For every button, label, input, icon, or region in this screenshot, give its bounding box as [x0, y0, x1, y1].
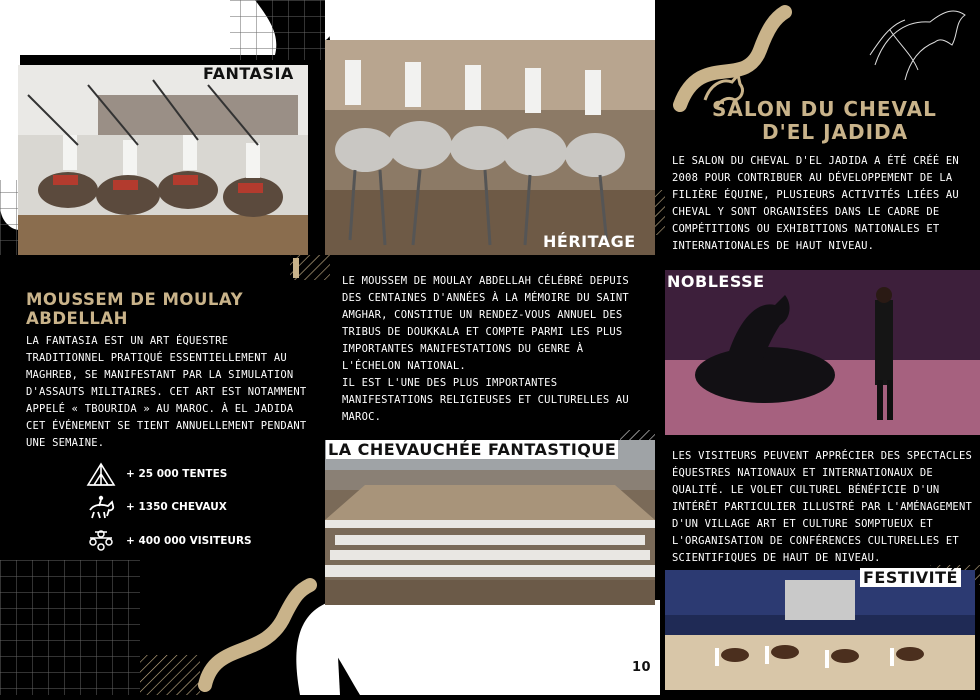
festivite-caption: FESTIVITÉ: [860, 568, 961, 587]
chevauchee-photo: [325, 440, 655, 605]
stat-horses-label: + 1350 CHEVAUX: [126, 501, 227, 513]
noblesse-caption: NOBLESSE: [667, 272, 765, 291]
moussem-paragraph: LE MOUSSEM DE MOULAY ABDELLAH CÉLÉBRÉ DEPUIS DES CENTAINES D'ANNÉES À LA MÉMOIRE DU SAINT AMGHAR, CONSTITUE UN RENDEZ-VOUS ANNUEL DES TRIBUS DE DOUKKALA ET COMPTE PARMI LES PLUS IMPORTANTES MANIFESTATIONS DU GENRE À L'ÉCHELON NATIONAL. IL EST L'UNE DES PLUS IMPORTANTES MANIFESTATIONS RELIGIEUSES ET CULTURELLES AU MAROC.: [342, 275, 629, 423]
fantasia-photo: [18, 65, 308, 255]
salon-paragraph: LE SALON DU CHEVAL D'EL JADIDA A ÉTÉ CRÉÉ EN 2008 POUR CONTRIBUER AU DÉVELOPPEMENT DE LA FILIÈRE ÉQUINE, PLUSIEURS ACTIVITÉS LIÉES AU CHEVAL Y SONT ORGANISÉES DANS LE CADRE DE COMPÉTITIONS OU EXHIBITIONS NATIONALES ET INTERNATIONALES DE HAUT NIVEAU.: [672, 155, 959, 252]
salon-title-line2: D'EL JADIDA: [762, 120, 909, 144]
tent-icon: [86, 461, 116, 487]
visitors-paragraph: LES VISITEURS PEUVENT APPRÉCIER DES SPECTACLES ÉQUESTRES NATIONAUX ET INTERNATIONAUX DE QUALITÉ. LE VOLET CULTUREL BÉNÉFICIE D'UN INTÉRÊT PARTICULIER ILLUSTRÉ PAR L'AMÉNAGEMENT D'UN VILLAGE ART ET CULTURE SOMPTUEUX ET L'ORGANISATION DE CONFÉRENCES CULTURELLES ET SCIENTIFIQUES DE HAUT DE NIVEAU.: [672, 450, 972, 564]
moussem-title: MOUSSEM DE MOULAY ABDELLAH: [26, 290, 244, 328]
stat-horses: [86, 494, 227, 520]
page-number: 10: [632, 660, 652, 675]
visitors-icon: [86, 528, 116, 554]
fantasia-paragraph: LA FANTASIA EST UN ART ÉQUESTRE TRADITIONNEL PRATIQUÉ ESSENTIELLEMENT AU MAGHREB, SE MANIFESTANT PAR LA SIMULATION D'ASSAUTS MILITAIRES. CET ART EST NOTAMMENT APPELÉ « TBOURIDA » AU MAROC. À EL JADIDA CET ÉVÉNEMENT SE TIENT ANNUELLEMENT PENDANT UNE SEMAINE.: [26, 335, 307, 449]
salon-title-line1: SALON DU CHEVAL: [712, 97, 937, 121]
heritage-photo: [325, 40, 655, 255]
stat-tents-label: + 25 000 TENTES: [126, 468, 228, 480]
heritage-caption: HÉRITAGE: [543, 232, 636, 251]
stat-visitors: [86, 528, 252, 554]
horse-rider-icon: [86, 494, 116, 520]
noblesse-photo: [665, 270, 980, 435]
festivite-photo: [665, 570, 975, 690]
fantasia-caption: FANTASIA: [203, 64, 294, 83]
stat-visitors-label: + 400 000 VISITEURS: [126, 535, 252, 547]
stat-tents: [86, 461, 227, 487]
chevauchee-caption: LA CHEVAUCHÉE FANTASTIQUE: [328, 440, 617, 459]
